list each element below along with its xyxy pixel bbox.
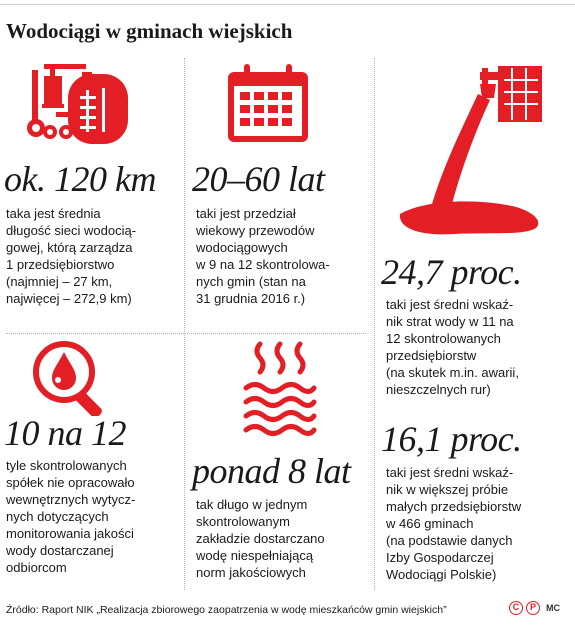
publisher-logos — [509, 601, 560, 615]
heat-waves-icon — [242, 340, 318, 450]
stat-losses-text: taki jest średni wskaź- nik strat wody w 11 na 12 skontrolowanych przedsiębiorstw (na skutek m.in. awarii, nieszczelnych rur) — [386, 297, 519, 397]
stat-losses-value: 24,7 proc. — [381, 252, 522, 292]
row-divider-left — [6, 333, 366, 334]
stat-age-text: taki jest przedział wiekowy przewodów wodociągowych w 9 na 12 skontrolowa- nych gmin (stan na 31 grudnia 2016 r.) — [196, 206, 330, 306]
stat-small-value: 16,1 proc. — [381, 419, 522, 459]
stat-duration-value: ponad 8 lat — [192, 451, 351, 491]
stat-network-value: ok. 120 km — [4, 159, 156, 199]
water-treatment-facility-icon — [20, 62, 146, 148]
page-title: Wodociągi w gminach wiejskich — [6, 19, 293, 43]
calendar-icon — [226, 62, 310, 144]
stat-monitoring-text: tyle skontrolowanych spółek nie opracowało wewnętrznych wytycz- nych dotyczących monitorowania jakości wody dostarczanej odbiorcom — [6, 458, 136, 575]
top-rule — [0, 4, 575, 5]
source-note: Źródło: Raport NIK „Realizacja zbiorowego zaopatrzenia w wodę mieszkańców gmin wiejskich” — [6, 604, 447, 616]
column-divider-2 — [374, 58, 375, 590]
faucet-leak-icon — [394, 64, 546, 240]
author-initials: MC — [546, 603, 560, 613]
stat-small-text: taki jest średni wskaź- nik w większej próbie małych przedsiębiorstw w 466 gminach (na podstawie danych Izby Gospodarczej Wodociągi Polskie) — [386, 465, 522, 582]
magnifier-water-drop-icon — [26, 338, 116, 416]
stat-duration-text: tak długo w jednym skontrolowanym zakładzie dostarczano wodę niespełniającą norm jakościowych — [196, 497, 325, 580]
copyright-logo-icon: C — [509, 601, 523, 615]
column-divider-1 — [184, 58, 185, 590]
stat-monitoring-value: 10 na 12 — [4, 413, 126, 453]
stat-network-text: taka jest średnia długość sieci wodocią- gowej, którą zarządza 1 przedsiębiorstwo (najmniej – 27 km, najwięcej – 272,9 km) — [6, 206, 137, 306]
stat-age-value: 20–60 lat — [192, 159, 325, 199]
p-logo-icon: P — [526, 601, 540, 615]
